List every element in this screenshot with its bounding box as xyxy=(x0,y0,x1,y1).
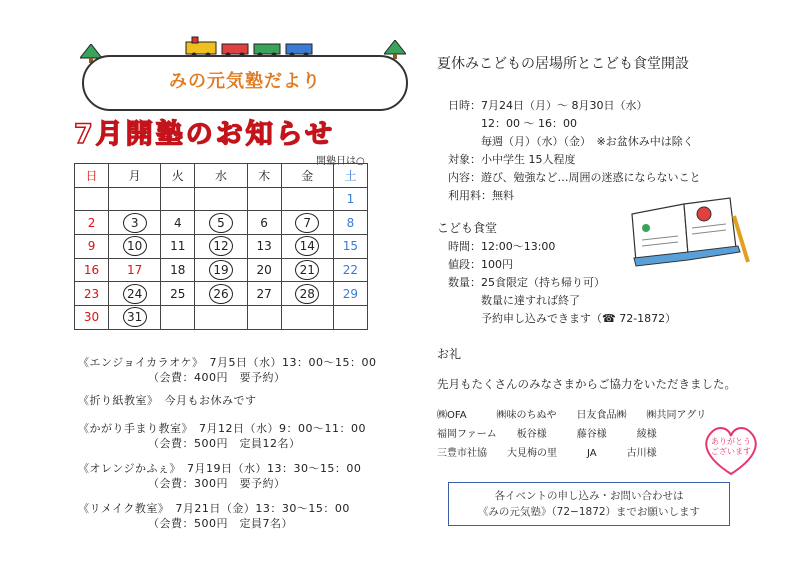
event-remake-title: 《リメイク教室》 7月21日（金）13：30〜15：00 xyxy=(78,502,350,515)
calendar-day xyxy=(161,187,195,211)
calendar-day-open xyxy=(195,258,247,282)
event-origami-title: 《折り紙教室》 今月もお休みです xyxy=(78,394,257,407)
heart-label xyxy=(702,437,760,457)
calendar-header-thu: 木 xyxy=(247,164,281,188)
open-day-circle: 21 xyxy=(295,260,319,280)
calendar-day: 15 xyxy=(333,235,367,259)
calendar-day: 27 xyxy=(247,282,281,306)
sponsor-row: 福岡ファーム 板谷様 藤谷様 綾様 xyxy=(437,429,657,440)
summer-date: 日時：7月24日（月）〜 8月30日（水） xyxy=(448,99,648,112)
calendar-day-open xyxy=(281,282,333,306)
calendar-day xyxy=(109,187,161,211)
kodomo-time: 時間：12:00〜13:00 xyxy=(448,240,556,253)
calendar-week xyxy=(75,258,368,282)
calendar-day: 6 xyxy=(247,211,281,235)
event-temari-fee: （会費：500円 定員12名） xyxy=(148,437,301,450)
calendar-day xyxy=(281,306,333,330)
calendar-header-sat: 土 xyxy=(333,164,367,188)
calendar-day: 20 xyxy=(247,258,281,282)
calendar-day xyxy=(195,187,247,211)
calendar-header-fri: 金 xyxy=(281,164,333,188)
open-day-circle: 28 xyxy=(295,284,319,304)
calendar-day-open xyxy=(109,235,161,259)
calendar-day xyxy=(161,306,195,330)
calendar-day xyxy=(195,306,247,330)
calendar-day-open xyxy=(195,235,247,259)
newsletter-title: みの元気塾だより xyxy=(169,71,321,92)
page-title: 7月開塾のお知らせ xyxy=(74,119,335,150)
open-day-note: 開塾日は○ xyxy=(316,156,365,167)
calendar-day: 1 xyxy=(333,187,367,211)
calendar-day-open xyxy=(195,282,247,306)
contact-line1: 各イベントの申し込み・お問い合わせは xyxy=(494,490,684,502)
event-remake-fee: （会費：500円 定員7名） xyxy=(148,517,293,530)
calendar-week xyxy=(75,187,368,211)
event-orange-cafe-title: 《オレンジかふぇ》 7月19日（水）13：30〜15：00 xyxy=(78,462,362,475)
calendar-day: 8 xyxy=(333,211,367,235)
calendar-header-mon: 月 xyxy=(109,164,161,188)
calendar-week xyxy=(75,282,368,306)
calendar-header-sun: 日 xyxy=(75,164,109,188)
summer-heading: 夏休みこどもの居場所とこども食堂開設 xyxy=(437,56,689,72)
thanks-heading: お礼 xyxy=(437,347,462,361)
calendar-day-open xyxy=(109,306,161,330)
calendar-day: 16 xyxy=(75,258,109,282)
open-day-circle: 7 xyxy=(295,213,319,233)
open-day-circle: 14 xyxy=(295,236,319,256)
event-orange-cafe-fee: （会費：300円 要予約） xyxy=(148,477,286,490)
notebook-illustration xyxy=(626,196,752,268)
open-day-circle: 12 xyxy=(209,236,233,256)
open-day-circle: 26 xyxy=(209,284,233,304)
thanks-text: 先月もたくさんのみなさまからご協力をいただきました。 xyxy=(437,377,736,391)
kodomo-heading: こども食堂 xyxy=(437,221,498,235)
calendar-day xyxy=(247,187,281,211)
calendar-day: 30 xyxy=(75,306,109,330)
calendar-day: 2 xyxy=(75,211,109,235)
kodomo-quantity: 数量：25食限定（持ち帰り可） xyxy=(448,276,605,289)
contact-line2: 《みの元気塾》（72−1872）までお願いします xyxy=(477,506,701,518)
open-day-circle: 24 xyxy=(123,284,147,304)
calendar-day-open xyxy=(281,211,333,235)
calendar-day-open xyxy=(195,211,247,235)
calendar-day: 4 xyxy=(161,211,195,235)
calendar-week xyxy=(75,235,368,259)
calendar-day xyxy=(247,306,281,330)
summer-target: 対象：小中学生 15人程度 xyxy=(448,153,576,166)
calendar-header-tue: 火 xyxy=(161,164,195,188)
calendar-day-open xyxy=(109,282,161,306)
calendar-header-row xyxy=(75,164,368,188)
calendar xyxy=(74,163,368,330)
calendar-day xyxy=(333,306,367,330)
kodomo-reservation: 予約申し込みできます（☎ 72-1872） xyxy=(448,312,677,325)
open-day-circle: 31 xyxy=(123,307,147,327)
open-day-circle: 10 xyxy=(123,236,147,256)
heart-label-line1: ありがとう xyxy=(711,437,751,446)
event-karaoke-title: 《エンジョイカラオケ》 7月5日（水）13：00〜15：00 xyxy=(78,356,377,369)
summer-time: 12：00 〜 16：00 xyxy=(448,117,577,130)
calendar-week xyxy=(75,211,368,235)
calendar-day: 9 xyxy=(75,235,109,259)
calendar-day: 25 xyxy=(161,282,195,306)
calendar-day xyxy=(281,187,333,211)
kodomo-price: 値段：100円 xyxy=(448,258,513,271)
sponsor-row: 三豊市社協 大見梅の里 JA 古川様 xyxy=(437,448,657,459)
calendar-day: 22 xyxy=(333,258,367,282)
heart-label-line2: ございます xyxy=(711,447,751,456)
calendar-day-holiday: 17 xyxy=(109,258,161,282)
calendar-day xyxy=(75,187,109,211)
calendar-day: 18 xyxy=(161,258,195,282)
calendar-day: 13 xyxy=(247,235,281,259)
calendar-day-open xyxy=(281,235,333,259)
summer-fee: 利用料：無料 xyxy=(448,189,514,202)
summer-days: 毎週（月）（水）（金） ※お盆休み中は除く xyxy=(448,135,694,148)
open-day-circle: 19 xyxy=(209,260,233,280)
calendar-day-open xyxy=(281,258,333,282)
calendar-header-wed: 水 xyxy=(195,164,247,188)
calendar-day: 29 xyxy=(333,282,367,306)
calendar-week xyxy=(75,306,368,330)
calendar-day: 23 xyxy=(75,282,109,306)
kodomo-limit: 数量に達すれば終了 xyxy=(448,294,580,307)
summer-content: 内容：遊び、勉強など…周囲の迷惑にならないこと xyxy=(448,171,701,184)
open-day-circle: 3 xyxy=(123,213,147,233)
sponsor-row: ㈱OFA ㈱味のちぬや 日友食品㈱ ㈱共同アグリ xyxy=(437,410,707,421)
calendar-day-open xyxy=(109,211,161,235)
event-karaoke-fee: （会費：400円 要予約） xyxy=(148,371,286,384)
calendar-day: 11 xyxy=(161,235,195,259)
open-day-circle: 5 xyxy=(209,213,233,233)
event-temari-title: 《かがり手まり教室》 7月12日（水）9：00〜11：00 xyxy=(78,422,366,435)
